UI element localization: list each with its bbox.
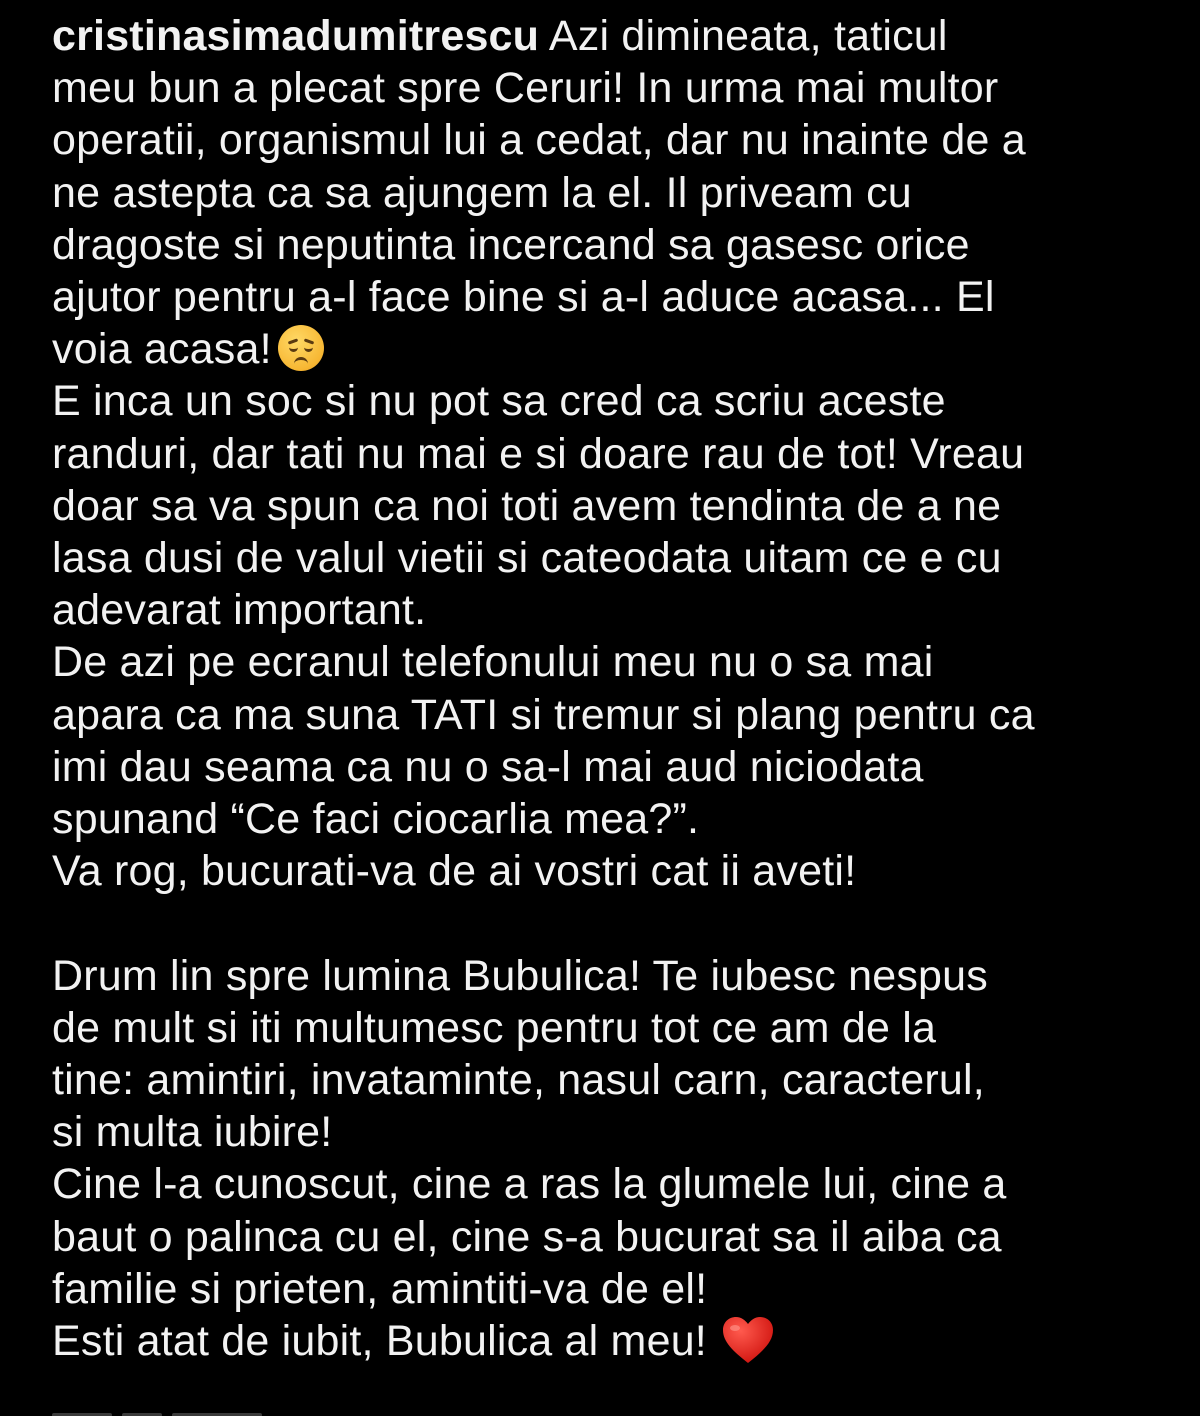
caption-line: adevarat important. xyxy=(52,586,427,635)
caption-text: Esti atat de iubit, Bubulica al meu! xyxy=(52,1317,707,1366)
caption-line: doar sa va spun ca noi toti avem tendinta de a ne xyxy=(52,481,1002,530)
paragraph-spacer xyxy=(52,897,1162,949)
caption-line: familie si prieten, amintiti-va de el! xyxy=(52,1264,708,1313)
caption-line: Drum lin spre lumina Bubulica! Te iubesc nespus xyxy=(52,951,988,1000)
post-caption xyxy=(52,10,1162,1367)
caption-line: ajutor pentru a-l face bine si a-l aduce acasa... El xyxy=(52,273,995,322)
caption-line-1 xyxy=(52,10,1162,62)
username-link[interactable]: cristinasimadumitrescu xyxy=(52,12,540,60)
caption-line: de mult si iti multumesc pentru tot ce am de la xyxy=(52,1003,937,1052)
caption-line: Va rog, bucurati-va de ai vostri cat ii aveti! xyxy=(52,847,857,896)
caption-line: operatii, organismul lui a cedat, dar nu inainte de a xyxy=(52,116,1026,165)
caption-line: imi dau seama ca nu o sa-l mai aud niciodata xyxy=(52,742,924,791)
caption-line-last xyxy=(52,1315,1162,1367)
caption-text: Azi dimineata, taticul xyxy=(539,12,948,60)
caption-line: Cine l-a cunoscut, cine a ras la glumele lui, cine a xyxy=(52,1160,1007,1209)
caption-line: apara ca ma suna TATI si tremur si plang pentru ca xyxy=(52,690,1035,739)
caption-line-voia xyxy=(52,323,1162,375)
caption-line: E inca un soc si nu pot sa cred ca scriu aceste xyxy=(52,377,946,426)
caption-line: baut o palinca cu el, cine s-a bucurat sa il aiba ca xyxy=(52,1212,1002,1261)
caption-line: spunand “Ce faci ciocarlia mea?”. xyxy=(52,795,700,844)
caption-line: De azi pe ecranul telefonului meu nu o sa mai xyxy=(52,638,934,687)
caption-line: dragoste si neputinta incercand sa gasesc orice xyxy=(52,220,970,269)
caption-text: voia acasa! xyxy=(52,325,272,374)
red-heart-icon xyxy=(721,1315,775,1365)
caption-line: si multa iubire! xyxy=(52,1108,333,1157)
caption-line: randuri, dar tati nu mai e si doare rau de tot! Vreau xyxy=(52,429,1025,478)
disappointed-face-icon xyxy=(278,325,324,371)
caption-line: tine: amintiri, invataminte, nasul carn, caracterul, xyxy=(52,1056,985,1105)
caption-line: meu bun a plecat spre Ceruri! In urma mai multor xyxy=(52,64,999,113)
next-comment-cutoff xyxy=(52,1404,312,1416)
caption-line: lasa dusi de valul vietii si cateodata uitam ce e cu xyxy=(52,534,1002,583)
caption-line: ne astepta ca sa ajungem la el. Il priveam cu xyxy=(52,168,912,217)
